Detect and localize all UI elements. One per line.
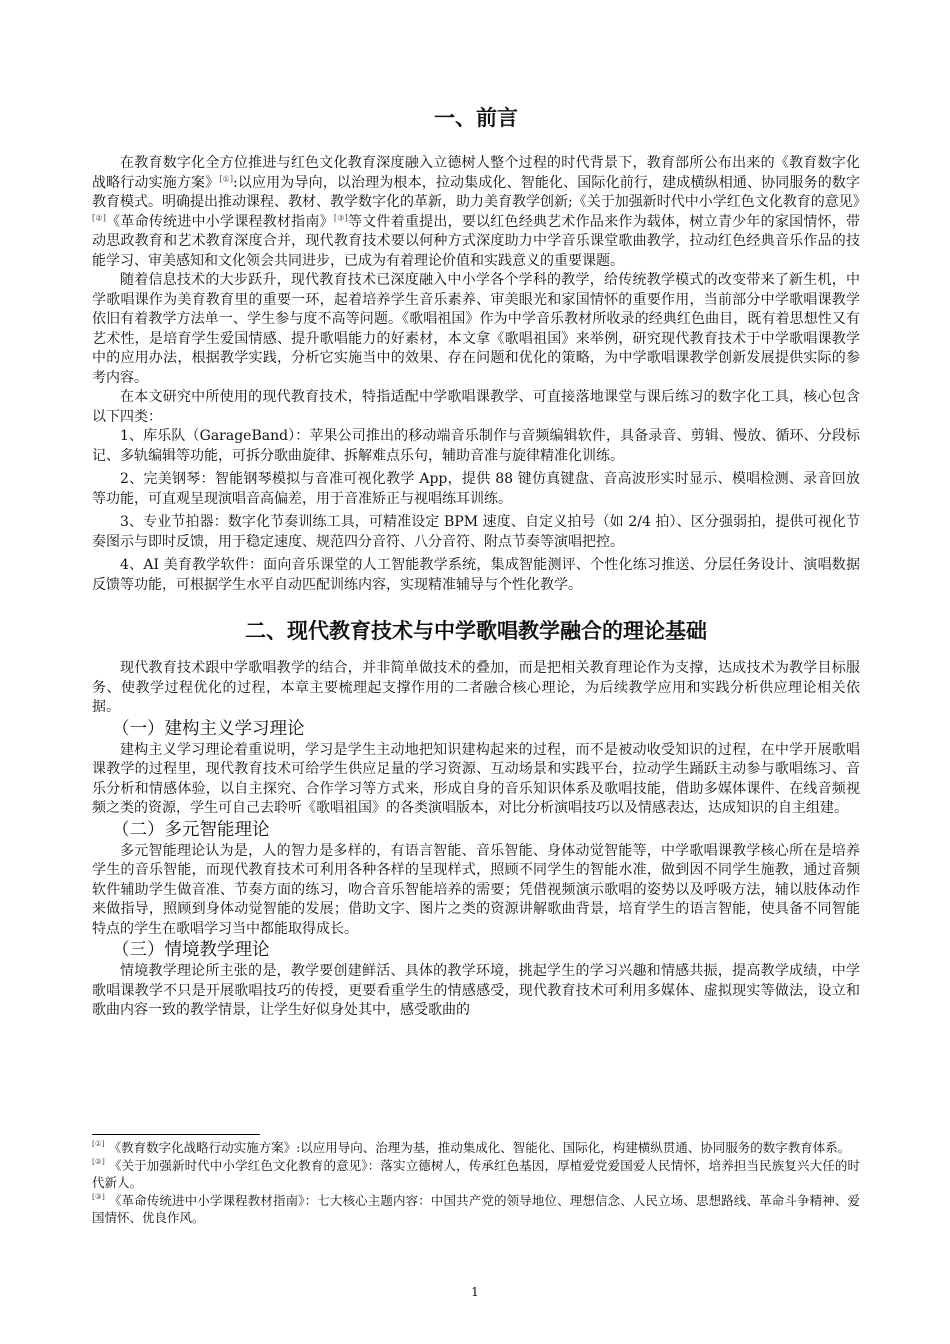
tool-item-ai-software: 4、AI 美育教学软件：面向音乐课堂的人工智能教学系统，集成智能测评、个性化练习推送、分层任务设计、演唱数据反馈等功能，可根据学生水平自动匹配训练内容，实现精准辅导与个性化教学。 bbox=[92, 557, 860, 593]
subsection-3-text: 情境教学理论所主张的是，教学要创建鲜活、具体的教学环境，挑起学生的学习兴趣和情感共振，提高教学成绩，中学歌唱课教学不只是开展歌唱技巧的传授，更要看重学生的情感感受，现代教育技术可利用多媒体、虚拟现实等做法，设立和歌曲内容一致的教学情景，让学生好似身处其中，感受歌曲的 bbox=[92, 963, 860, 1018]
page-number: 1 bbox=[471, 1285, 479, 1299]
footnote-ref-3[interactable]: [③] bbox=[333, 212, 348, 222]
subsection-2-heading: （二）多元智能理论 bbox=[112, 819, 270, 840]
p1-text-b: :以应用为导向，以治理为根本，拉动集成化、智能化、国际化前行，建成横纵相通、协同服务的数字教育模式。明确提出推动课程、教材、教学数字化的革新，助力美育教学创新;《关于加强新时代中小学红色文化教育的意见》 bbox=[92, 174, 867, 210]
subsection-2-text: 多元智能理论认为是，人的智力是多样的，有语言智能、音乐智能、身体动觉智能等，中学歌唱课教学核心所在是培养学生的音乐智能，而现代教育技术可利用各种各样的呈现样式，照顾不同学生的智能水准，做到因不同学生施教，通过音频软件辅助学生做音准、节奏方面的练习，吻合音乐智能培养的需要；凭借视频演示歌唱的姿势以及呼吸方法，辅以肢体动作来做指导，照顾到身体动觉智能的发展；借助文字、图片之类的资源讲解歌曲背景，培育学生的语言智能，使具备不同智能特点的学生在歌唱学习当中都能取得成长。 bbox=[92, 842, 860, 937]
section-2-heading: 二、现代教育技术与中学歌唱教学融合的理论基础 bbox=[245, 619, 707, 643]
footnote-mark-2: [②] bbox=[92, 1157, 105, 1166]
p1-text-a: 在教育数字化全方位推进与红色文化教育深度融入立德树人整个过程的时代背景下，教育部所公布出来的《教育数字化战略行动实施方案》 bbox=[92, 155, 860, 191]
section-2-intro: 现代教育技术跟中学歌唱教学的结合，并非简单做技术的叠加，而是把相关教育理论作为支撑，达成技术为教学目标服务、使教学过程优化的过程，本章主要梳理起支撑作用的二者融合核心理论，为后续教学应用和实践分析供应理论相关依据。 bbox=[92, 660, 860, 715]
footnote-1 bbox=[92, 1139, 860, 1156]
page-body bbox=[92, 96, 867, 1021]
footnotes bbox=[92, 1139, 860, 1227]
footnote-ref-1[interactable]: [①] bbox=[219, 173, 233, 183]
subsection-3-heading: （三）情境教学理论 bbox=[112, 940, 270, 960]
footnote-mark-1: [①] bbox=[92, 1139, 105, 1148]
footnote-text-3: 《革命传统进中小学课程教材指南》：七大核心主题内容：中国共产党的领导地位、理想信念、人民立场、思想路线、革命斗争精神、爱国情怀、优良作风。 bbox=[92, 1193, 860, 1225]
tool-item-metronome: 3、专业节拍器：数字化节奏训练工具，可精准设定 BPM 速度、自定义拍号（如 2/4 拍）、区分强弱拍，提供可视化节奏图示与即时反馈，用于稳定速度、规范四分音符、八分音符、附点节奏等演唱把控。 bbox=[92, 514, 860, 550]
p1-text-d: 等文件着重提出，要以红色经典艺术作品来作为载体，树立青少年的家国情怀，带动思政教育和艺术教育深度合并，现代教育技术要以何种方式深度助力中学音乐课堂歌曲教学，拉动红色经典音乐作品的技能学习、审美感知和文化领会共同进步，已成为有着理论价值和实践意义的重要课题。 bbox=[92, 213, 861, 269]
footnote-text-2: 《关于加强新时代中小学红色文化教育的意见》：落实立德树人，传承红色基因，厚植爱党爱国爱人民情怀，培养担当民族复兴大任的时代新人。 bbox=[92, 1158, 860, 1190]
p1-text-c: 《革命传统进中小学课程教材指南》 bbox=[105, 213, 334, 230]
footnote-mark-3: [③] bbox=[92, 1192, 105, 1201]
section-1-heading: 一、前言 bbox=[434, 106, 518, 130]
tool-item-perfect-piano: 2、完美钢琴：智能钢琴模拟与音准可视化教学 App，提供 88 键仿真键盘、音高波形实时显示、模唱检测、录音回放等功能，可直观呈现演唱音高偏差，用于音准矫正与视唱练耳训练。 bbox=[92, 471, 860, 507]
tool-item-garageband: 1、库乐队（GarageBand）：苹果公司推出的移动端音乐制作与音频编辑软件，具备录音、剪辑、慢放、循环、分段标记、多轨编辑等功能，可拆分歌曲旋律、拆解难点乐句，辅助音准与旋律精准化训练。 bbox=[92, 428, 860, 464]
footnote-ref-2[interactable]: [②] bbox=[92, 212, 106, 222]
intro-paragraph-2: 随着信息技术的大步跃升，现代教育技术已深度融入中小学各个学科的教学，给传统教学模式的改变带来了新生机，中学歌唱课作为美育教育里的重要一环，起着培养学生音乐素养、审美眼光和家国情怀的重要作用，当前部分中学歌唱课教学依旧有着教学方法单一、学生参与度不高等问题。《歌唱祖国》作为中学音乐教材所收录的经典红色曲目，既有着思想性又有艺术性，是培育学生爱国情感、提升歌唱能力的好素材，本文拿《歌唱祖国》来举例，研究现代教育技术于中学歌唱课教学中的应用办法，根据教学实践，分析它实施当中的效果、存在问题和优化的策略，为中学歌唱课教学创新发展提供实际的参考内容。 bbox=[92, 272, 860, 386]
footnote-2 bbox=[92, 1157, 860, 1191]
intro-paragraph-1 bbox=[92, 154, 867, 271]
subsection-1-text: 建构主义学习理论着重说明，学习是学生主动地把知识建构起来的过程，而不是被动收受知识的过程，在中学开展歌唱课教学的过程里，现代教育技术可给学生供应足量的学习资源、互动场景和实践平台，拉动学生踊跃主动参与歌唱练习、音乐分析和情感体验，以自主探究、合作学习等方式来，形成自身的音乐知识体系及歌唱技能，借助多媒体课件、在线音频视频之类的资源，学生可自己去聆听《歌唱祖国》的各类演唱版本，对比分析演唱技巧以及情感表达，达成知识的自主组建。 bbox=[92, 741, 860, 816]
footnote-3 bbox=[92, 1192, 860, 1226]
footnote-separator bbox=[92, 1134, 260, 1135]
intro-paragraph-3: 在本文研究中所使用的现代教育技术，特指适配中学歌唱课教学、可直接落地课堂与课后练习的数字化工具，核心包含以下四类： bbox=[92, 389, 860, 425]
subsection-1-heading: （一）建构主义学习理论 bbox=[112, 718, 305, 739]
footnote-text-1: 《教育数字化战略行动实施方案》:以应用导向、治理为基，推动集成化、智能化、国际化，构建横纵贯通、协同服务的数字教育体系。 bbox=[108, 1140, 851, 1155]
